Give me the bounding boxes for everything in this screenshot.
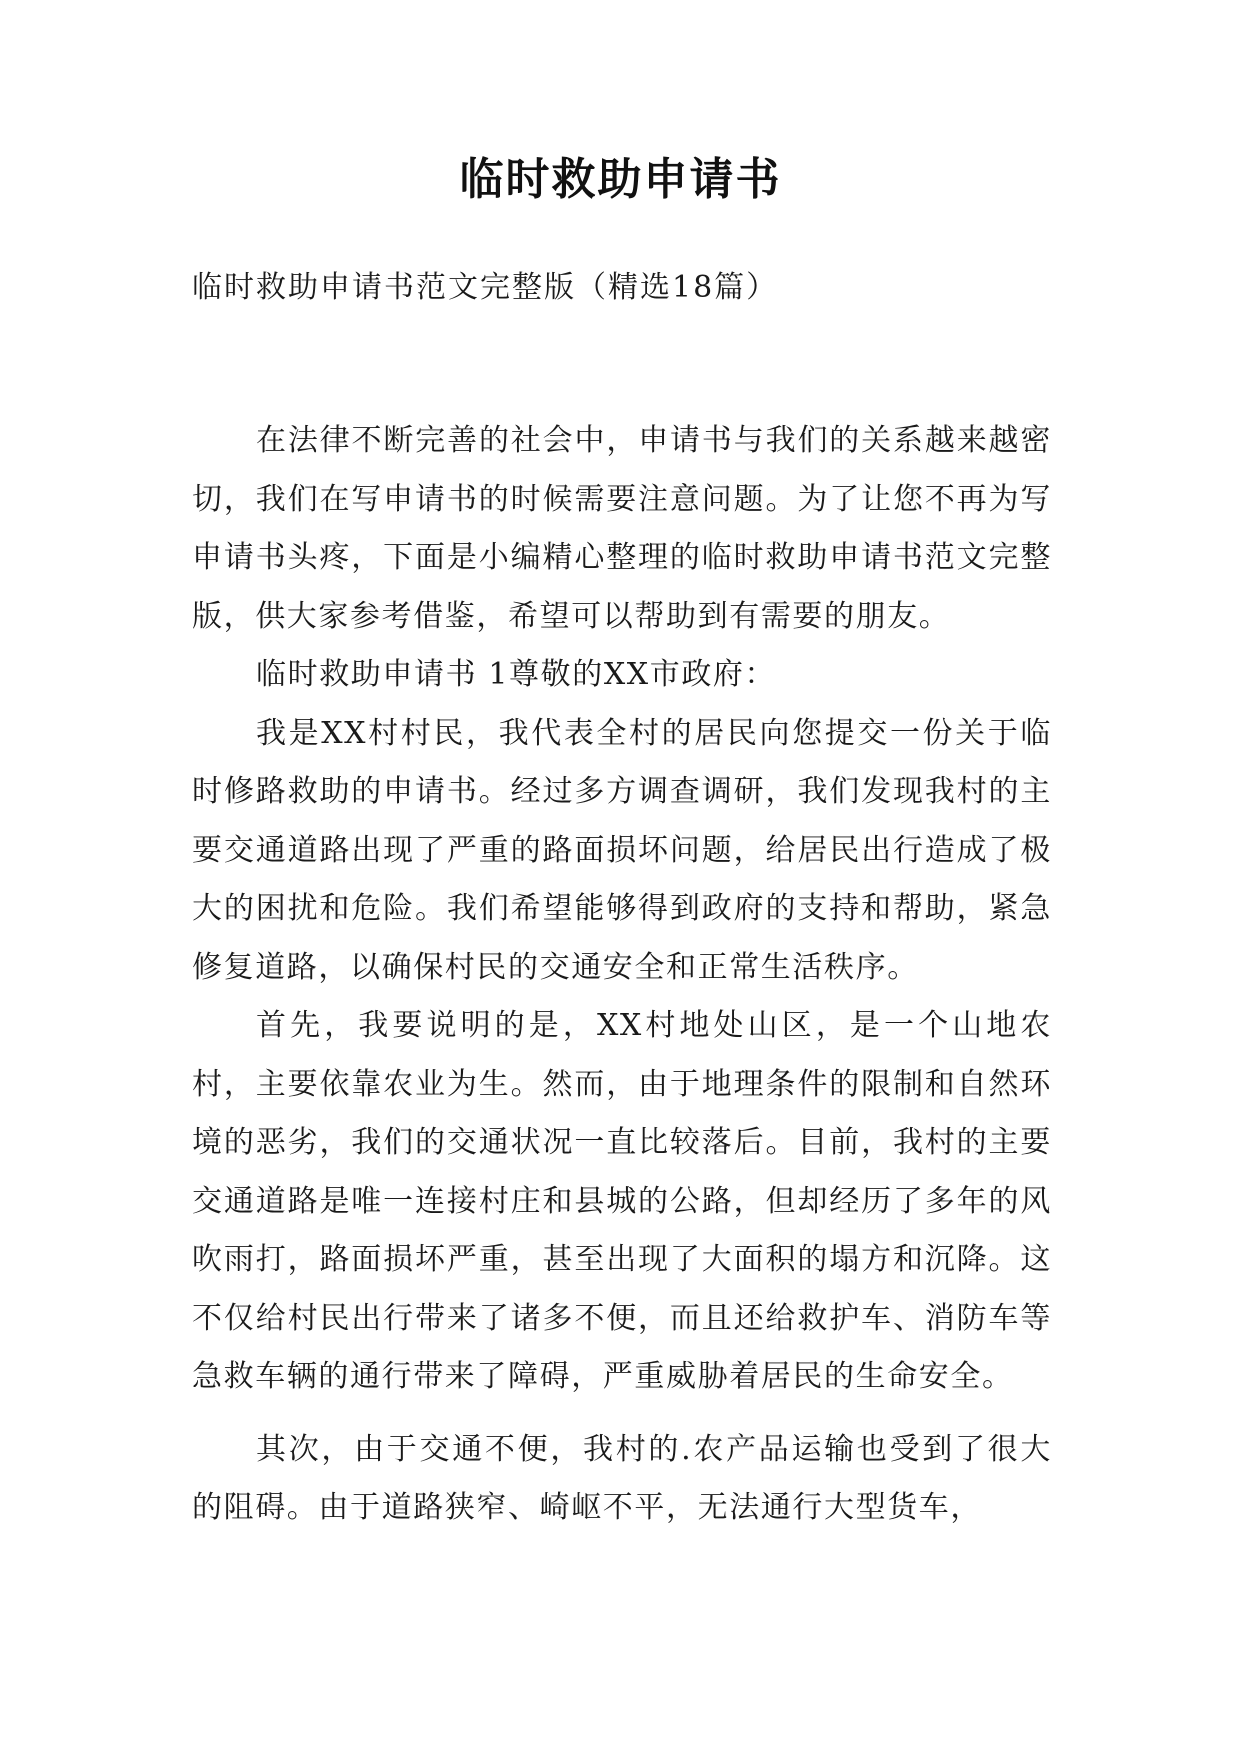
document-subtitle: 临时救助申请书范文完整版（精选18篇）: [192, 270, 779, 305]
document-title: 临时救助申请书: [459, 154, 782, 205]
document-body: [192, 412, 1052, 1538]
body-paragraph-second-reason: 其次，由于交通不便，我村的.农产品运输也受到了很大的阻碍。由于道路狭窄、崎岖不平，无法通行大型货车，: [192, 1431, 1052, 1525]
body-paragraph-request: 我是XX村村民，我代表全村的居民向您提交一份关于临时修路救助的申请书。经过多方调查调研，我们发现我村的主要交通道路出现了严重的路面损坏问题，给居民出行造成了极大的困扰和危险。我们希望能够得到政府的支持和帮助，紧急修复道路，以确保村民的交通安全和正常生活秩序。: [192, 715, 1052, 985]
body-paragraph-first-reason: 首先，我要说明的是，XX村地处山区，是一个山地农村，主要依靠农业为生。然而，由于地理条件的限制和自然环境的恶劣，我们的交通状况一直比较落后。目前，我村的主要交通道路是唯一连接村庄和县城的公路，但却经历了多年的风吹雨打，路面损坏严重，甚至出现了大面积的塌方和沉降。这不仅给村民出行带来了诸多不便，而且还给救护车、消防车等急救车辆的通行带来了障碍，严重威胁着居民的生命安全。: [192, 1008, 1052, 1394]
body-paragraph-salutation: 临时救助申请书 1尊敬的XX市政府：: [256, 657, 777, 692]
body-paragraph-intro: 在法律不断完善的社会中，申请书与我们的关系越来越密切，我们在写申请书的时候需要注意问题。为了让您不再为写申请书头疼，下面是小编精心整理的临时救助申请书范文完整版，供大家参考借鉴，希望可以帮助到有需要的朋友。: [192, 423, 1052, 634]
